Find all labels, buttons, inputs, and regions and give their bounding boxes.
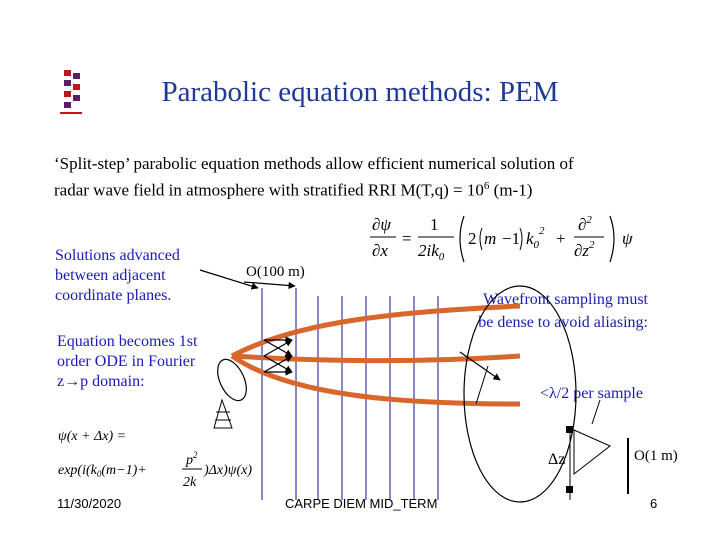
svg-text:m: m bbox=[484, 229, 497, 248]
svg-text:∂ψ: ∂ψ bbox=[372, 215, 391, 234]
svg-text:∂2: ∂$^2$ bbox=[578, 214, 592, 234]
solutions-arrow bbox=[200, 270, 258, 288]
svg-text:=: = bbox=[402, 229, 412, 248]
svg-text:−1: −1 bbox=[502, 229, 521, 248]
footer-date: 11/30/2020 bbox=[57, 496, 122, 511]
intro-line-2: radar wave field in atmosphere with stratified RRI $M(T,q) = 10^6$ (m-1) bbox=[54, 180, 533, 200]
page-number: 6 bbox=[650, 496, 658, 511]
radar-beam bbox=[232, 306, 520, 404]
svg-text:2k: 2k bbox=[183, 475, 197, 490]
spacing-arrow bbox=[244, 282, 295, 286]
svg-text:+: + bbox=[556, 229, 566, 248]
svg-text:)Δx)ψ(x): )Δx)ψ(x) bbox=[204, 463, 252, 478]
svg-text:∂z2: $\partial z^2$ bbox=[574, 239, 595, 260]
svg-text:k02: $k_0^2$ bbox=[526, 225, 545, 251]
svg-text:ψ: ψ bbox=[622, 229, 633, 248]
svg-text:ψ(x + Δx) =: ψ(x + Δx) = bbox=[58, 429, 127, 444]
svg-text:1: 1 bbox=[430, 215, 439, 234]
slide-title: Parabolic equation methods: PEM bbox=[161, 76, 559, 108]
solutions-text: Solutions advanced between adjacent coordinate planes. bbox=[55, 247, 180, 304]
svg-text:2ik0: $2ik_0$ bbox=[418, 241, 445, 263]
dz-label: Δz bbox=[548, 451, 566, 468]
zoom-ellipse bbox=[464, 286, 576, 502]
spacing-label: O(100 m) bbox=[246, 264, 305, 280]
svg-text:∂x: ∂x bbox=[372, 241, 388, 260]
svg-text:2: 2 bbox=[468, 229, 477, 248]
svg-text:exp(i(k0(m−1)+: $\exp(i(k_0(m-1)+$ bbox=[58, 463, 147, 479]
footer-center: CARPE DIEM MID_TERM bbox=[285, 496, 438, 511]
svg-text:p2: $p^2$ bbox=[186, 450, 198, 468]
wavefront-text: Wavefront sampling must be dense to avoid aliasing: bbox=[478, 291, 648, 331]
sample-points bbox=[566, 426, 610, 500]
lambda-pointer bbox=[592, 400, 600, 424]
equation-text: Equation becomes 1st order ODE in Fourier z→p domain: bbox=[57, 333, 198, 390]
sample-spacing-label: O(1 m) bbox=[634, 448, 678, 464]
lambda-text: <λ/2 per sample bbox=[540, 385, 643, 402]
intro-line-1: ‘Split-step’ parabolic equation methods allow efficient numerical solution of bbox=[54, 154, 574, 173]
